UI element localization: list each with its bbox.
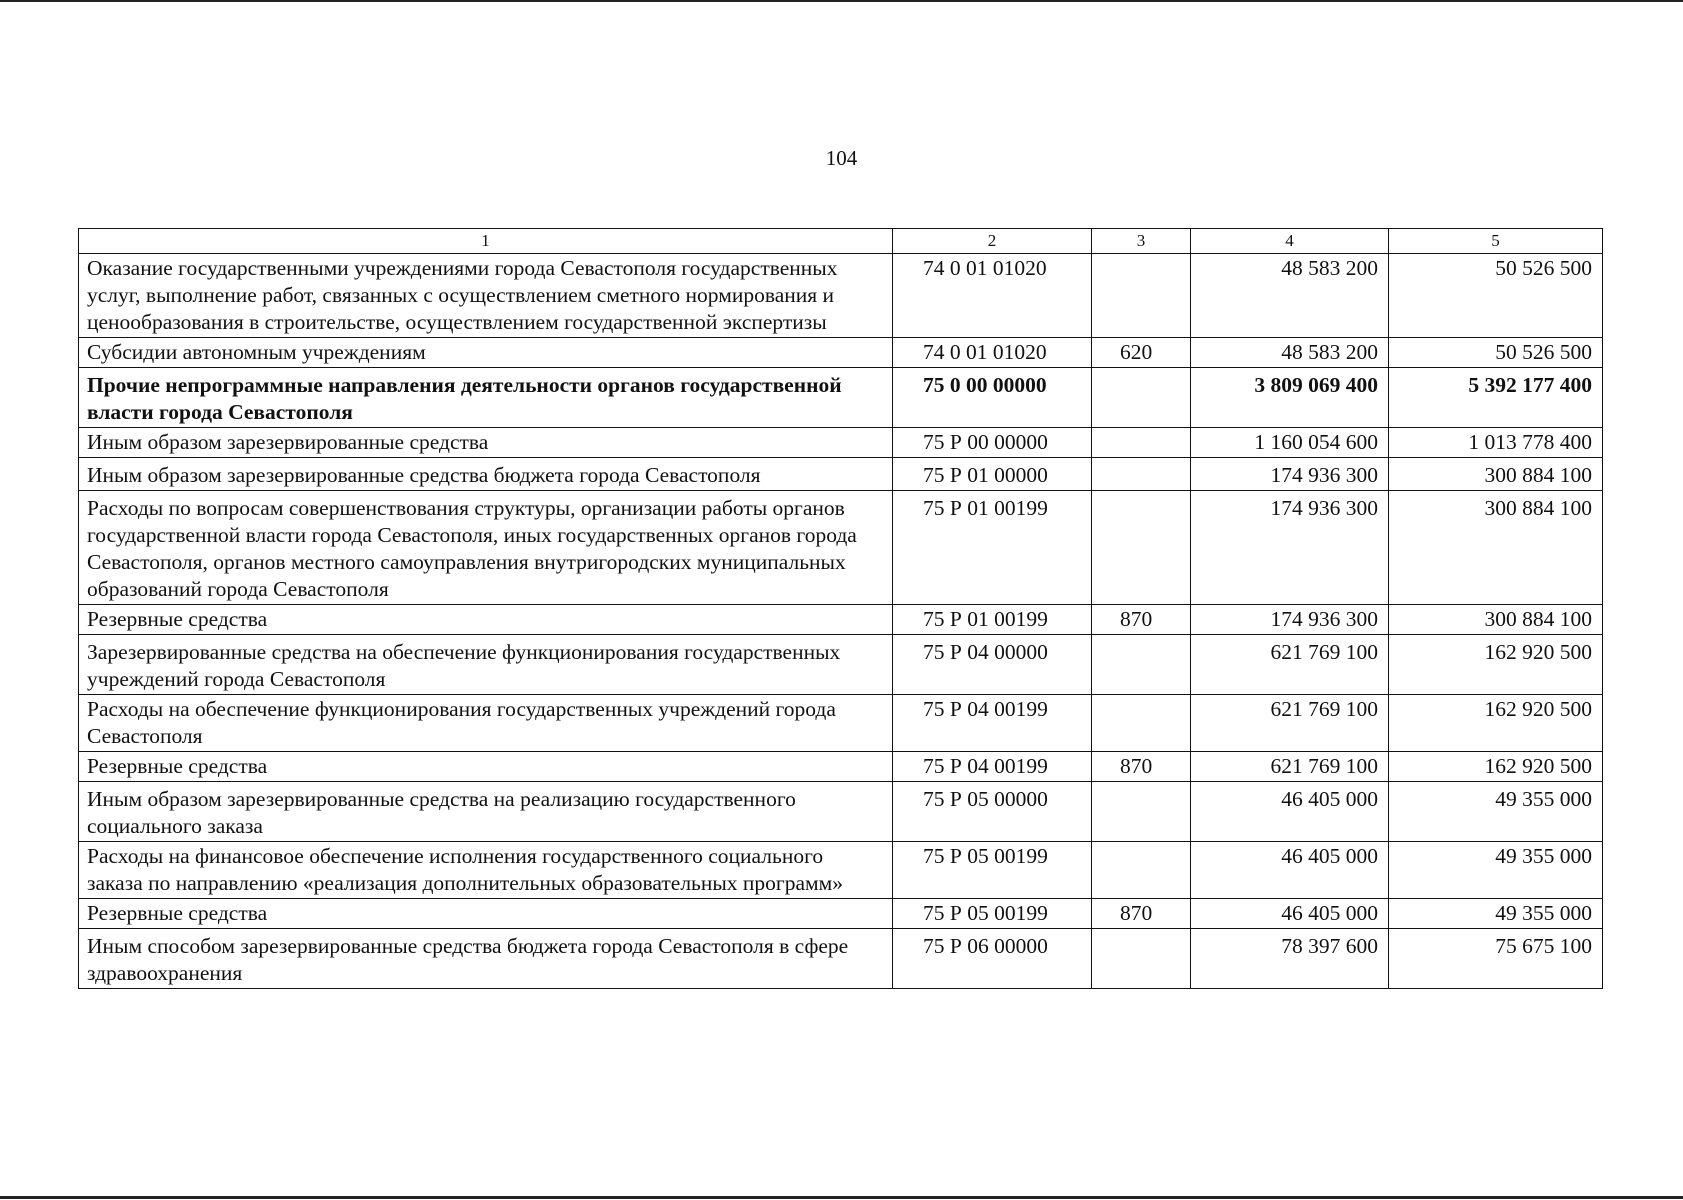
row-name-cell: Резервные средства <box>79 752 893 782</box>
row-sum-year2-cell: 162 920 500 <box>1389 752 1603 782</box>
row-name-cell: Иным образом зарезервированные средства на реализацию государственного социального заказа <box>79 782 893 842</box>
row-code-cell: 75 Р 01 00199 <box>893 605 1092 635</box>
table-row <box>79 368 1603 428</box>
row-name-cell: Оказание государственными учреждениями города Севастополя государственных услуг, выполнение работ, связанных с осуществлением сметного нормирования и ценообразования в строительстве, осуществлением государственной экспертизы <box>79 254 893 338</box>
header-col-1: 1 <box>79 229 893 254</box>
row-name-cell: Расходы по вопросам совершенствования структуры, организации работы органов государственной власти города Севастополя, иных государственных органов города Севастополя, органов местного самоуправления внутригородских муниципальных образований города Севастополя <box>79 491 893 605</box>
row-kvr-cell <box>1092 458 1191 491</box>
row-sum-year2-cell: 162 920 500 <box>1389 635 1603 695</box>
table-header-row <box>79 229 1603 254</box>
row-kvr-cell <box>1092 635 1191 695</box>
table-row <box>79 491 1603 605</box>
row-kvr-cell <box>1092 254 1191 338</box>
row-code-cell: 74 0 01 01020 <box>893 254 1092 338</box>
row-sum-year2-cell: 162 920 500 <box>1389 695 1603 752</box>
row-sum-year2-cell: 49 355 000 <box>1389 782 1603 842</box>
row-sum-year2-cell: 49 355 000 <box>1389 899 1603 929</box>
table-row <box>79 428 1603 458</box>
row-kvr-cell <box>1092 491 1191 605</box>
row-name-cell: Субсидии автономным учреждениям <box>79 338 893 368</box>
row-sum-year2-cell: 300 884 100 <box>1389 605 1603 635</box>
row-name-cell: Резервные средства <box>79 899 893 929</box>
row-sum-year1-cell: 78 397 600 <box>1191 929 1389 989</box>
table-row <box>79 899 1603 929</box>
table-row <box>79 929 1603 989</box>
row-sum-year2-cell: 300 884 100 <box>1389 458 1603 491</box>
row-sum-year1-cell: 3 809 069 400 <box>1191 368 1389 428</box>
row-name-cell: Расходы на финансовое обеспечение исполнения государственного социального заказа по направлению «реализация дополнительных образовательных программ» <box>79 842 893 899</box>
row-code-cell: 75 Р 05 00000 <box>893 782 1092 842</box>
table-row <box>79 752 1603 782</box>
header-col-3: 3 <box>1092 229 1191 254</box>
row-code-cell: 74 0 01 01020 <box>893 338 1092 368</box>
row-sum-year1-cell: 621 769 100 <box>1191 635 1389 695</box>
row-sum-year1-cell: 46 405 000 <box>1191 782 1389 842</box>
row-code-cell: 75 Р 04 00199 <box>893 695 1092 752</box>
row-kvr-cell <box>1092 368 1191 428</box>
row-sum-year2-cell: 49 355 000 <box>1389 842 1603 899</box>
row-sum-year1-cell: 174 936 300 <box>1191 491 1389 605</box>
row-kvr-cell: 870 <box>1092 899 1191 929</box>
row-code-cell: 75 Р 05 00199 <box>893 899 1092 929</box>
row-name-cell: Иным образом зарезервированные средства <box>79 428 893 458</box>
scan-border-bottom <box>0 1196 1683 1199</box>
row-sum-year2-cell: 50 526 500 <box>1389 254 1603 338</box>
page-number: 104 <box>825 146 858 170</box>
row-sum-year2-cell: 1 013 778 400 <box>1389 428 1603 458</box>
row-sum-year1-cell: 48 583 200 <box>1191 338 1389 368</box>
table-row <box>79 338 1603 368</box>
row-kvr-cell <box>1092 842 1191 899</box>
budget-table <box>78 228 1603 989</box>
row-code-cell: 75 Р 00 00000 <box>893 428 1092 458</box>
table-row <box>79 458 1603 491</box>
table-row <box>79 782 1603 842</box>
row-kvr-cell: 870 <box>1092 605 1191 635</box>
row-code-cell: 75 Р 04 00199 <box>893 752 1092 782</box>
row-kvr-cell <box>1092 695 1191 752</box>
row-sum-year1-cell: 1 160 054 600 <box>1191 428 1389 458</box>
row-kvr-cell <box>1092 428 1191 458</box>
row-sum-year1-cell: 621 769 100 <box>1191 695 1389 752</box>
table-row <box>79 605 1603 635</box>
header-col-5: 5 <box>1389 229 1603 254</box>
table-row <box>79 695 1603 752</box>
row-code-cell: 75 Р 05 00199 <box>893 842 1092 899</box>
table-row <box>79 635 1603 695</box>
table-body <box>79 254 1603 989</box>
row-sum-year2-cell: 5 392 177 400 <box>1389 368 1603 428</box>
header-col-4: 4 <box>1191 229 1389 254</box>
row-sum-year2-cell: 75 675 100 <box>1389 929 1603 989</box>
row-code-cell: 75 Р 01 00000 <box>893 458 1092 491</box>
row-sum-year1-cell: 174 936 300 <box>1191 458 1389 491</box>
row-name-cell: Расходы на обеспечение функционирования государственных учреждений города Севастополя <box>79 695 893 752</box>
row-sum-year1-cell: 621 769 100 <box>1191 752 1389 782</box>
row-code-cell: 75 Р 01 00199 <box>893 491 1092 605</box>
row-code-cell: 75 0 00 00000 <box>893 368 1092 428</box>
row-sum-year1-cell: 48 583 200 <box>1191 254 1389 338</box>
row-kvr-cell: 870 <box>1092 752 1191 782</box>
row-sum-year2-cell: 300 884 100 <box>1389 491 1603 605</box>
table-row <box>79 842 1603 899</box>
row-sum-year2-cell: 50 526 500 <box>1389 338 1603 368</box>
header-col-2: 2 <box>893 229 1092 254</box>
row-name-cell: Прочие непрограммные направления деятельности органов государственной власти города Севастополя <box>79 368 893 428</box>
row-kvr-cell: 620 <box>1092 338 1191 368</box>
row-code-cell: 75 Р 06 00000 <box>893 929 1092 989</box>
table-row <box>79 254 1603 338</box>
row-code-cell: 75 Р 04 00000 <box>893 635 1092 695</box>
row-name-cell: Зарезервированные средства на обеспечение функционирования государственных учреждений города Севастополя <box>79 635 893 695</box>
row-name-cell: Иным способом зарезервированные средства бюджета города Севастополя в сфере здравоохранения <box>79 929 893 989</box>
scan-border-top <box>0 0 1683 2</box>
row-sum-year1-cell: 46 405 000 <box>1191 899 1389 929</box>
row-sum-year1-cell: 46 405 000 <box>1191 842 1389 899</box>
row-name-cell: Резервные средства <box>79 605 893 635</box>
row-sum-year1-cell: 174 936 300 <box>1191 605 1389 635</box>
row-name-cell: Иным образом зарезервированные средства бюджета города Севастополя <box>79 458 893 491</box>
row-kvr-cell <box>1092 929 1191 989</box>
row-kvr-cell <box>1092 782 1191 842</box>
